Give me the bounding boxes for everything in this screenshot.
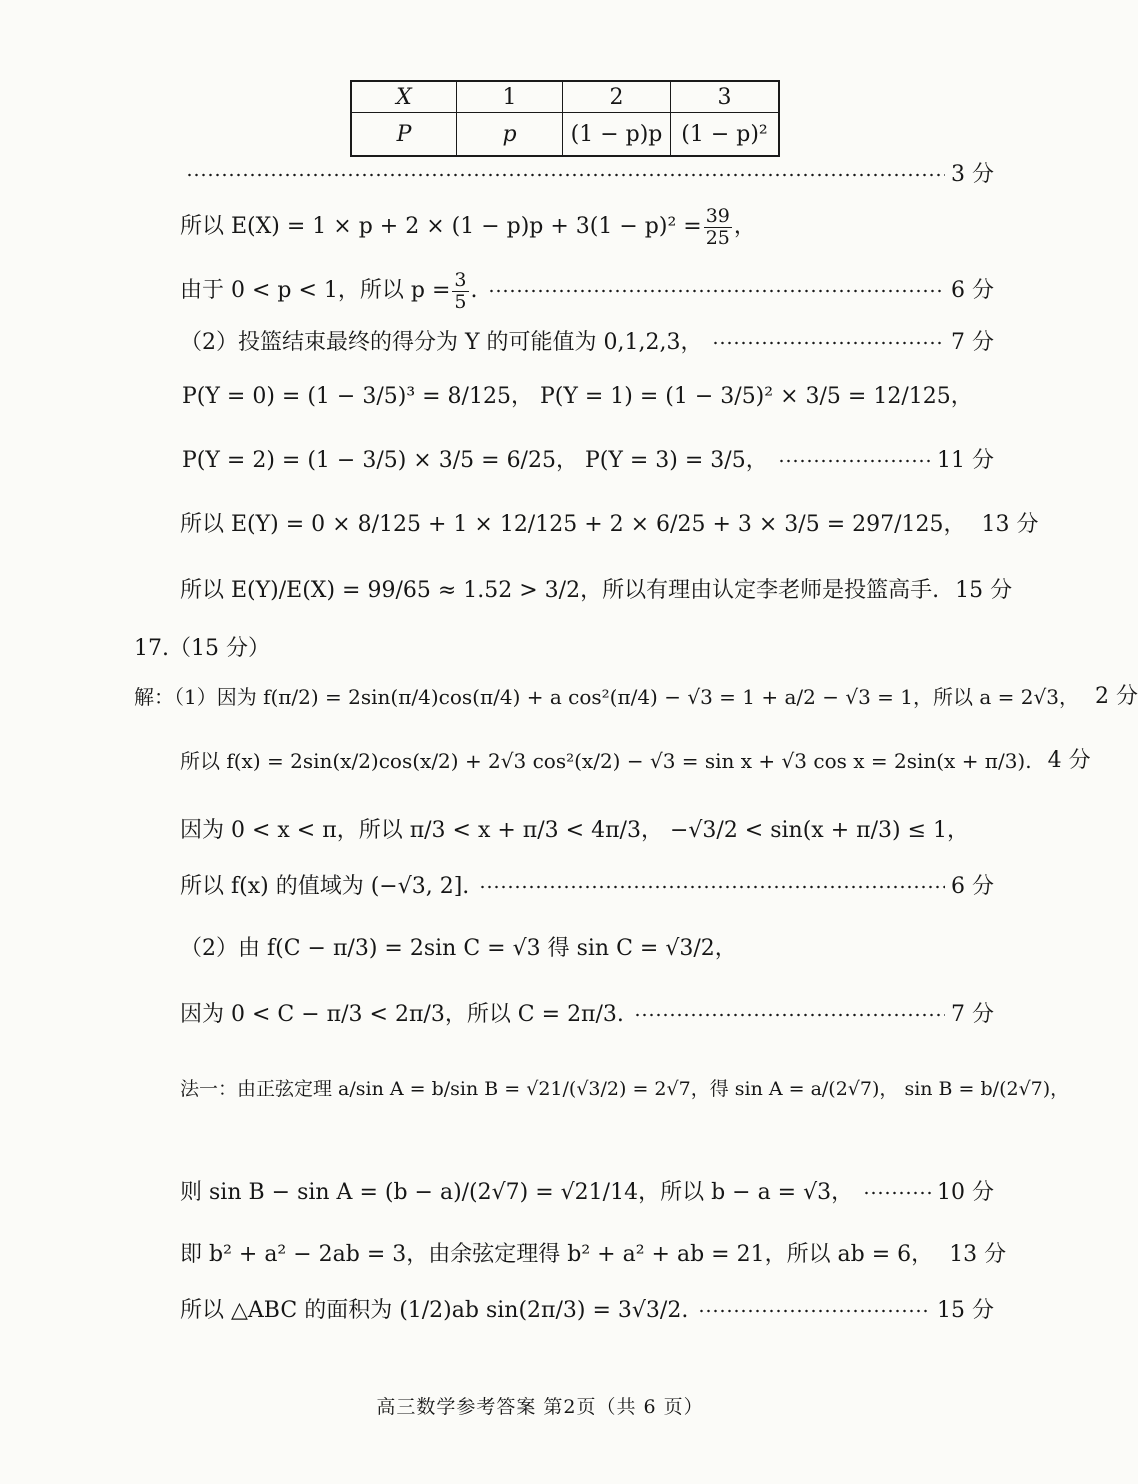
solution-step-9: 即 b² + a² − 2ab = 3，由余弦定理得 b² + a² + ab = 21，所以 ab = 6， 13 分 xyxy=(180,1242,1007,1267)
fraction: $\frac{39}{25}$ xyxy=(705,205,730,249)
dot-leader xyxy=(778,459,931,463)
table-cell: 1 xyxy=(457,81,563,113)
prob-y23-line xyxy=(0,450,1080,472)
score-label: 11 分 xyxy=(937,448,994,473)
score-label: 7 分 xyxy=(951,1002,994,1027)
prob-y01-line xyxy=(0,386,1080,408)
dot-leader xyxy=(634,1013,945,1017)
distribution-table xyxy=(350,80,780,157)
question-17-heading: 17.（15 分） xyxy=(134,636,270,661)
dot-leader xyxy=(479,885,945,889)
score-label: 15 分 xyxy=(937,1298,994,1323)
table-row xyxy=(351,113,779,157)
fraction: $\frac{3}{5}$ xyxy=(454,269,467,313)
expectation-y-text: 所以 E(Y) = 0 × 8/125 + 1 × 12/125 + 2 × 6/25 + 3 × 3/5 = 297/125， xyxy=(180,512,966,537)
table-cell: P xyxy=(351,113,457,157)
prob-y01-text: P(Y = 0) = (1 − 3/5)³ = 8/125， P(Y = 1) = (1 − 3/5)² × 3/5 = 12/125， xyxy=(182,384,973,409)
score-label: 13 分 xyxy=(981,512,1039,537)
table-cell: X xyxy=(351,81,457,113)
score-label: 4 分 xyxy=(1047,748,1091,773)
table-cell: (1 − p)p xyxy=(563,113,671,157)
score-label: 6 分 xyxy=(951,278,994,304)
score-label: 15 分 xyxy=(955,578,1013,603)
expectation-y-line xyxy=(0,514,1080,536)
prob-y23-text: P(Y = 2) = (1 − 3/5) × 3/5 = 6/25， P(Y = 3) = 3/5， xyxy=(182,448,768,473)
page-footer: 高三数学参考答案 第2页（共 6 页） xyxy=(376,1396,704,1418)
solution-step-6: 因为 0 < C − π/3 < 2π/3，所以 C = 2π/3. 7 分 xyxy=(180,1002,994,1027)
score-label: 2 分 xyxy=(1094,684,1138,709)
expectation-x-line: 所以 E(X) = 1 × p + 2 × (1 − p)p + 3(1 − p)² = $\frac{39}{25}$ ， xyxy=(180,205,756,249)
table-cell: p xyxy=(457,113,563,157)
ratio-line xyxy=(0,580,1080,602)
solution-step-10: 所以 △ABC 的面积为 (1/2)ab sin(2π/3) = 3√3/2. 15 分 xyxy=(180,1298,994,1323)
dot-leader xyxy=(698,1309,931,1313)
score-label: 10 分 xyxy=(937,1180,994,1205)
solution-step-4: 所以 f(x) 的值域为 (−√3, 2]. 6 分 xyxy=(180,874,994,899)
p-value-line: 由于 0 < p < 1，所以 p = $\frac{3}{5}$ . 6 分 xyxy=(180,269,994,313)
score-label: 3 分 xyxy=(951,162,994,187)
solution-step-5: （2）由 f(C − π/3) = 2sin C = √3 得 sin C = √3/2， xyxy=(180,936,737,961)
dot-leader xyxy=(488,289,945,293)
part2-line xyxy=(0,332,1080,354)
p-value-text: 由于 0 < p < 1，所以 p = xyxy=(180,278,451,304)
table-cell: (1 − p)² xyxy=(671,113,780,157)
score-label: 7 分 xyxy=(951,330,994,355)
solution-step-3: 因为 0 < x < π，所以 π/3 < x + π/3 < 4π/3， −√3/2 < sin(x + π/3) ≤ 1， xyxy=(180,818,970,843)
score-label: 6 分 xyxy=(951,874,994,899)
solution-step-2: 所以 f(x) = 2sin(x/2)cos(x/2) + 2√3 cos²(x/2) − √3 = sin x + √3 cos x = 2sin(x + π/3). 4 分 xyxy=(180,748,1091,773)
table-cell: 2 xyxy=(563,81,671,113)
table-cell: 3 xyxy=(671,81,780,113)
dot-leader xyxy=(186,173,945,177)
score-label: 13 分 xyxy=(949,1242,1007,1267)
solution-method-1: 法一：由正弦定理 a/sin A = b/sin B = √21/(√3/2) = 2√7，得 sin A = a/(2√7)， sin B = b/(2√7)， xyxy=(180,1078,1070,1100)
solution-step-8: 则 sin B − sin A = (b − a)/(2√7) = √21/14，所以 b − a = √3， 10 分 xyxy=(180,1180,994,1205)
ratio-text: 所以 E(Y)/E(X) = 99/65 ≈ 1.52 > 3/2，所以有理由认定李老师是投篮高手. xyxy=(180,578,940,603)
dot-leader xyxy=(863,1191,931,1195)
expectation-x-text: 所以 E(X) = 1 × p + 2 × (1 − p)p + 3(1 − p)² = xyxy=(180,214,702,240)
solution-step-1: 解：（1）因为 f(π/2) = 2sin(π/4)cos(π/4) + a cos²(π/4) − √3 = 1 + a/2 − √3 = 1，所以 a = 2√3， 2 分 xyxy=(134,684,1138,709)
score-line xyxy=(0,164,1080,186)
table-header-row xyxy=(351,81,779,113)
dot-leader xyxy=(712,341,945,345)
part2-text: （2）投篮结束最终的得分为 Y 的可能值为 0,1,2,3， xyxy=(180,330,703,355)
